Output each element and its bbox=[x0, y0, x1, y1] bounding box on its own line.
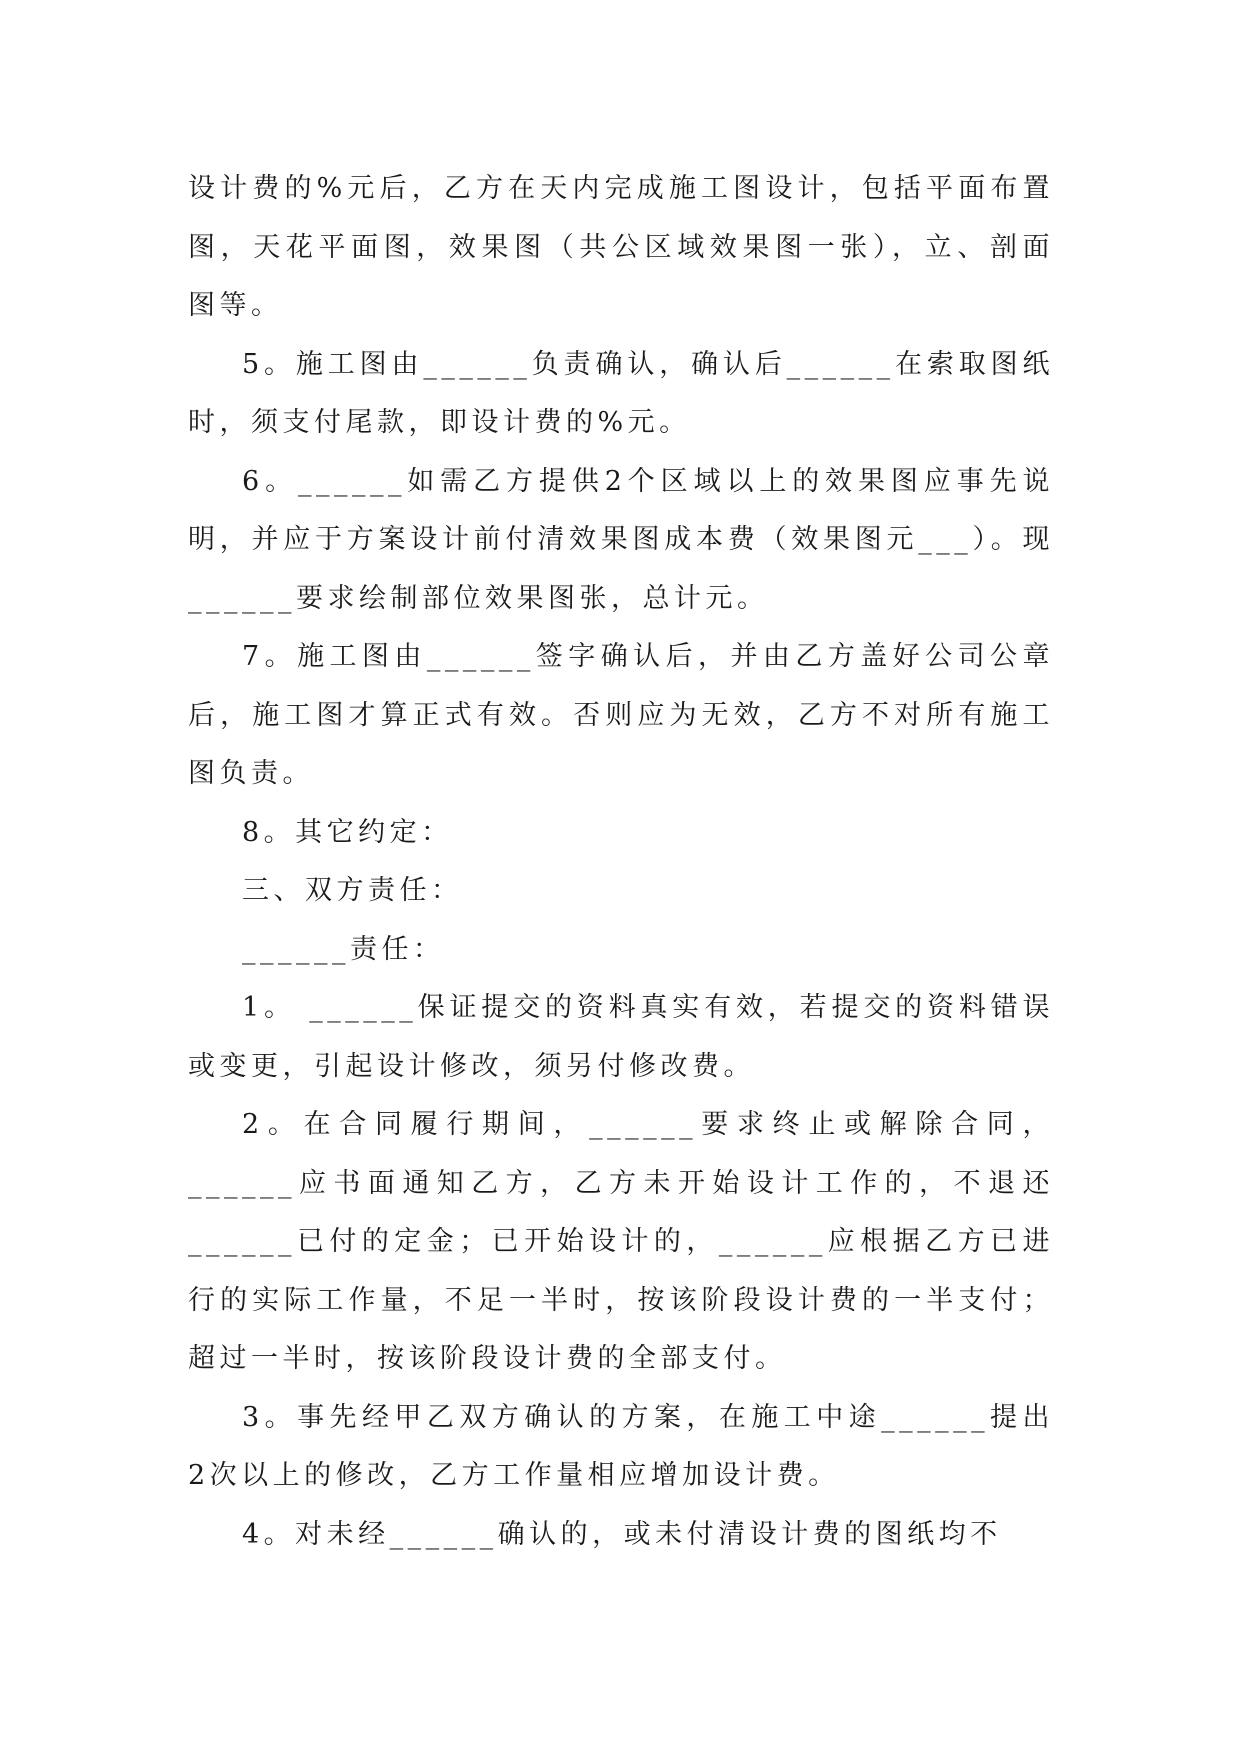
section-heading-responsibilities: 三、双方责任： bbox=[242, 875, 463, 906]
paragraph-design-fee-continuation: 设计费的%元后，乙方在天内完成施工图设计，包括平面布置图，天花平面图，效果图（共公区域效果图一张），立、剖面图等。 bbox=[188, 173, 1054, 321]
paragraph-clause-5: 5。施工图由______负责确认，确认后______在索取图纸时，须支付尾款，即设计费的%元。 bbox=[188, 348, 1054, 438]
contract-body bbox=[188, 160, 1054, 1564]
paragraph-responsibility-2: 2。在合同履行期间，______要求终止或解除合同，______应书面通知乙方，乙方未开始设计工作的，不退还______已付的定金；已开始设计的，______应根据乙方已进行的实际工作量，不足一半时，按该阶段设计费的一半支付；超过一半时，按该阶段设计费的全部支付。 bbox=[188, 1109, 1054, 1374]
paragraph-responsibility-4: 4。对未经______确认的，或未付清设计费的图纸均不 bbox=[242, 1518, 1002, 1550]
paragraph-clause-6: 6。______如需乙方提供2个区域以上的效果图应事先说明，并应于方案设计前付清效果图成本费（效果图元___）。现______要求绘制部位效果图张，总计元。 bbox=[188, 465, 1054, 614]
subheading-party-responsibility: ______责任： bbox=[242, 933, 445, 965]
paragraph-responsibility-1: 1。 ______保证提交的资料真实有效，若提交的资料错误或变更，引起设计修改，须另付修改费。 bbox=[188, 992, 1054, 1082]
paragraph-responsibility-3: 3。事先经甲乙双方确认的方案，在施工中途______提出2次以上的修改，乙方工作量相应增加设计费。 bbox=[188, 1401, 1054, 1491]
paragraph-clause-8: 8。其它约定： bbox=[242, 816, 453, 848]
paragraph-clause-7: 7。施工图由______签字确认后，并由乙方盖好公司公章后，施工图才算正式有效。否则应为无效，乙方不对所有施工图负责。 bbox=[188, 641, 1054, 789]
